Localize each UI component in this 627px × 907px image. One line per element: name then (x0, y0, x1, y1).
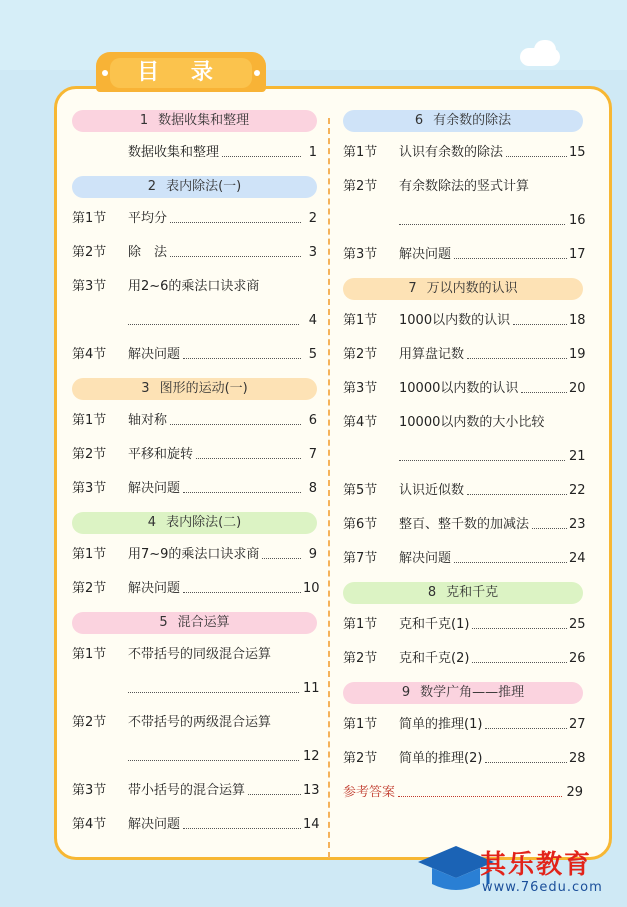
page-number: 21 (569, 449, 586, 464)
leader-dots (196, 444, 301, 459)
toc-entry[interactable] (343, 176, 583, 210)
page-number: 20 (569, 381, 586, 396)
page-number: 16 (569, 213, 586, 228)
leader-dots (472, 648, 567, 663)
page-number: 8 (308, 481, 317, 496)
chapter-heading[interactable] (72, 378, 317, 400)
toc-entry-continuation[interactable] (343, 446, 586, 480)
logo-url: www.76edu.com (482, 880, 603, 895)
leader-dots (248, 780, 301, 795)
leader-dots (454, 244, 567, 259)
section-title: 认识近似数 (399, 483, 465, 498)
tab-dot (254, 70, 260, 76)
page-number: 17 (569, 247, 586, 262)
leader-dots (532, 514, 567, 529)
leader-dots (521, 378, 567, 393)
toc-entry[interactable] (72, 814, 320, 848)
chapter-title: 图形的运动(一) (159, 381, 248, 396)
leader-dots (183, 578, 301, 593)
section-number: 第2节 (72, 715, 107, 730)
toc-entry[interactable] (343, 378, 586, 412)
chapter-number: 9 (401, 685, 411, 700)
section-number: 第2节 (343, 347, 378, 362)
toc-entry-continuation[interactable] (72, 310, 317, 344)
leader-dots (467, 480, 567, 495)
section-number: 第1节 (343, 717, 378, 732)
section-title: 认识有余数的除法 (399, 145, 504, 160)
page-number: 5 (308, 347, 317, 362)
page-number: 14 (303, 817, 320, 832)
page-number: 25 (569, 617, 586, 632)
answer-key-entry[interactable] (343, 782, 583, 816)
section-number: 第1节 (72, 647, 107, 662)
leader-dots (399, 210, 565, 225)
chapter-title: 混合运算 (177, 615, 230, 630)
chapter-title: 有余数的除法 (433, 113, 512, 128)
section-title: 克和千克(2) (399, 651, 470, 666)
section-number: 第3节 (343, 247, 378, 262)
chapter-number: 8 (427, 585, 437, 600)
chapter-number: 6 (414, 113, 424, 128)
toc-entry[interactable] (72, 242, 317, 276)
chapter-number: 4 (147, 515, 157, 530)
section-number: 第5节 (343, 483, 378, 498)
chapter-heading[interactable] (343, 582, 583, 604)
page-number: 29 (566, 785, 583, 800)
leader-dots (170, 410, 301, 425)
section-number: 第1节 (343, 617, 378, 632)
toc-entry[interactable] (72, 142, 317, 176)
toc-entry[interactable] (343, 514, 586, 548)
page-number: 2 (308, 211, 317, 226)
toc-entry[interactable] (72, 444, 317, 478)
answer-key-title: 参考答案 (343, 785, 396, 800)
section-number: 第7节 (343, 551, 378, 566)
leader-dots (454, 548, 567, 563)
chapter-number: 3 (141, 381, 150, 396)
leader-dots (398, 782, 562, 797)
toc-entry-continuation[interactable] (343, 210, 586, 244)
section-title: 解决问题 (128, 347, 181, 362)
leader-dots (399, 446, 565, 461)
chapter-heading[interactable] (72, 110, 317, 132)
section-title: 整百、整千数的加减法 (399, 517, 530, 532)
page-number: 28 (569, 751, 586, 766)
section-title: 解决问题 (128, 581, 181, 596)
cloud-decoration (534, 40, 556, 60)
leader-dots (472, 614, 567, 629)
leader-dots (262, 544, 301, 559)
toc-entry[interactable] (72, 344, 317, 378)
section-title: 带小括号的混合运算 (128, 783, 246, 798)
chapter-heading[interactable] (72, 512, 317, 534)
chapter-title: 数据收集和整理 (158, 113, 250, 128)
leader-dots (183, 344, 301, 359)
page-number: 24 (569, 551, 586, 566)
toc-entry[interactable] (343, 480, 586, 514)
chapter-heading[interactable] (343, 110, 583, 132)
column-divider (328, 118, 330, 858)
leader-dots (513, 310, 567, 325)
page-number: 7 (308, 447, 317, 462)
toc-entry[interactable] (343, 614, 586, 648)
chapter-number: 2 (147, 179, 157, 194)
leader-dots (183, 814, 301, 829)
section-number: 第3节 (72, 481, 107, 496)
page-number: 18 (569, 313, 586, 328)
page-number: 23 (569, 517, 586, 532)
section-title: 用算盘记数 (399, 347, 465, 362)
leader-dots (485, 714, 567, 729)
section-number: 第1节 (72, 413, 107, 428)
section-number: 第1节 (343, 145, 378, 160)
section-title: 用7~9的乘法口诀求商 (128, 547, 260, 562)
section-title: 解决问题 (399, 551, 452, 566)
section-title: 解决问题 (128, 817, 181, 832)
chapter-title: 克和千克 (446, 585, 499, 600)
page-number: 10 (303, 581, 320, 596)
section-number: 第4节 (72, 347, 107, 362)
section-title: 简单的推理(1) (399, 717, 483, 732)
toc-entry[interactable] (72, 544, 317, 578)
page-number: 11 (303, 681, 320, 696)
tab-dot (102, 70, 108, 76)
leader-dots (128, 678, 299, 693)
toc-entry[interactable] (72, 780, 320, 814)
toc-entry[interactable] (343, 412, 583, 446)
section-number: 第2节 (72, 581, 107, 596)
section-title: 克和千克(1) (399, 617, 470, 632)
section-title: 平移和旋转 (128, 447, 194, 462)
chapter-heading[interactable] (72, 176, 317, 198)
toc-entry[interactable] (72, 578, 320, 612)
section-number: 第2节 (343, 179, 378, 194)
section-title: 10000以内数的认识 (399, 381, 519, 396)
chapter-number: 5 (159, 615, 168, 630)
section-number: 第2节 (72, 447, 107, 462)
chapter-number: 1 (139, 113, 149, 128)
toc-entry[interactable] (72, 712, 317, 746)
chapter-heading[interactable] (72, 612, 317, 634)
section-number: 第1节 (72, 547, 107, 562)
page-number: 3 (308, 245, 317, 260)
toc-entry[interactable] (72, 208, 317, 242)
page-number: 15 (569, 145, 586, 160)
toc-entry[interactable] (343, 310, 586, 344)
section-number: 第2节 (72, 245, 107, 260)
section-number: 第2节 (343, 751, 378, 766)
section-title: 解决问题 (128, 481, 181, 496)
toc-entry-continuation[interactable] (72, 746, 320, 780)
toc-entry[interactable] (72, 644, 317, 678)
leader-dots (222, 142, 301, 157)
section-title: 用2~6的乘法口诀求商 (128, 279, 260, 294)
section-number: 第2节 (343, 651, 378, 666)
page-number: 6 (308, 413, 317, 428)
toc-entry[interactable] (72, 478, 317, 512)
section-number: 第1节 (72, 211, 107, 226)
toc-left-column (72, 110, 320, 848)
page-number: 1 (308, 145, 317, 160)
chapter-title: 表内除法(二) (166, 515, 242, 530)
page-number: 9 (308, 547, 317, 562)
chapter-title: 万以内数的认识 (426, 281, 518, 296)
page-number: 4 (308, 313, 317, 328)
leader-dots (128, 310, 299, 325)
leader-dots (183, 478, 301, 493)
toc-entry[interactable] (343, 748, 586, 782)
leader-dots (170, 242, 301, 257)
page-number: 12 (303, 749, 320, 764)
toc-entry[interactable] (72, 410, 317, 444)
toc-entry[interactable] (343, 548, 586, 582)
section-number: 第6节 (343, 517, 378, 532)
chapter-heading[interactable] (343, 682, 583, 704)
toc-entry[interactable] (72, 276, 317, 310)
section-title: 解决问题 (399, 247, 452, 262)
toc-entry[interactable] (343, 648, 586, 682)
section-title: 轴对称 (128, 413, 168, 428)
section-title: 数据收集和整理 (128, 145, 220, 160)
page-number: 19 (569, 347, 586, 362)
section-number: 第1节 (343, 313, 378, 328)
leader-dots (170, 208, 301, 223)
section-number: 第3节 (343, 381, 378, 396)
toc-right-column (343, 110, 586, 816)
section-title: 10000以内数的大小比较 (399, 415, 545, 430)
section-title: 不带括号的两级混合运算 (128, 715, 272, 730)
section-title: 不带括号的同级混合运算 (128, 647, 272, 662)
chapter-title: 表内除法(一) (166, 179, 242, 194)
page-number: 22 (569, 483, 586, 498)
toc-entry[interactable] (343, 244, 586, 278)
toc-entry[interactable] (343, 142, 586, 176)
section-title: 平均分 (128, 211, 168, 226)
chapter-heading[interactable] (343, 278, 583, 300)
page-number: 27 (569, 717, 586, 732)
page-number: 13 (303, 783, 320, 798)
toc-entry[interactable] (343, 714, 586, 748)
page-number: 26 (569, 651, 586, 666)
section-title: 除 法 (128, 245, 168, 260)
leader-dots (128, 746, 299, 761)
section-title: 简单的推理(2) (399, 751, 483, 766)
chapter-title: 数学广角——推理 (420, 685, 525, 700)
section-number: 第4节 (72, 817, 107, 832)
chapter-number: 7 (408, 281, 417, 296)
toc-entry[interactable] (343, 344, 586, 378)
section-title: 1000以内数的认识 (399, 313, 511, 328)
leader-dots (485, 748, 567, 763)
section-number: 第4节 (343, 415, 378, 430)
logo-name: 其乐教育 (480, 850, 593, 880)
section-number: 第3节 (72, 279, 107, 294)
section-title: 有余数除法的竖式计算 (399, 179, 530, 194)
leader-dots (467, 344, 567, 359)
page-title: 目 录 (110, 58, 252, 88)
section-number: 第3节 (72, 783, 107, 798)
toc-entry-continuation[interactable] (72, 678, 320, 712)
leader-dots (506, 142, 567, 157)
